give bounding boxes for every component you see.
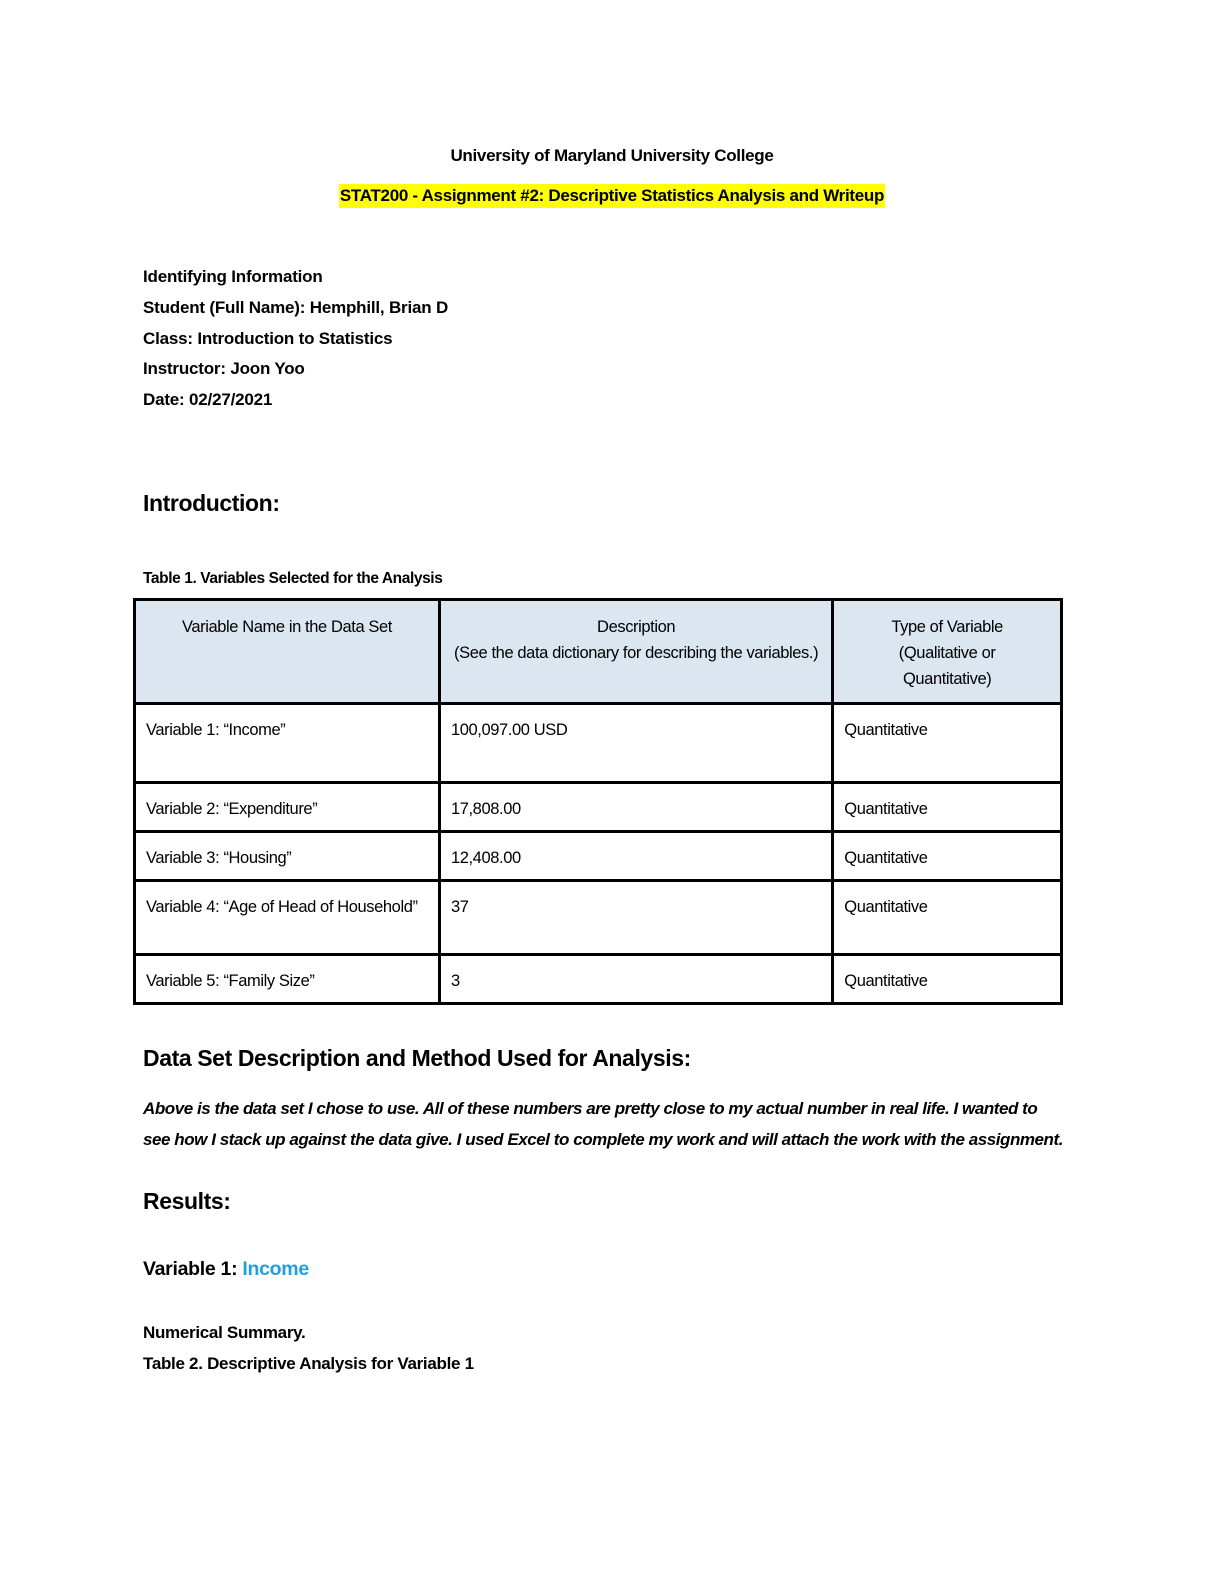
variable-name-cell: Variable 5: “Family Size” bbox=[135, 955, 440, 1004]
table-header-row bbox=[135, 600, 1062, 704]
variable-name-cell: Variable 3: “Housing” bbox=[135, 832, 440, 881]
column-subtitle: (See the data dictionary for describing the variables.) bbox=[454, 644, 819, 662]
column-header-type bbox=[833, 600, 1062, 704]
assignment-title bbox=[0, 186, 1224, 206]
assignment-title-highlight: STAT200 - Assignment #2: Descriptive Statistics Analysis and Writeup bbox=[339, 184, 885, 208]
institution-title bbox=[0, 146, 1224, 166]
table-row bbox=[135, 832, 1062, 881]
institution-text: University of Maryland University College bbox=[450, 146, 774, 165]
identifying-heading: Identifying Information bbox=[143, 267, 323, 286]
table1-caption: Table 1. Variables Selected for the Analysis bbox=[143, 570, 443, 587]
results-heading: Results: bbox=[143, 1188, 231, 1214]
variable-name: Income bbox=[242, 1258, 309, 1280]
table-row bbox=[135, 704, 1062, 783]
description-cell: 3 bbox=[439, 955, 832, 1004]
type-cell: Quantitative bbox=[833, 704, 1062, 783]
table-row bbox=[135, 955, 1062, 1004]
variable-name-cell: Variable 4: “Age of Head of Household” bbox=[135, 881, 440, 955]
column-title: Variable Name in the Data Set bbox=[181, 618, 392, 636]
column-header-variable-name bbox=[135, 600, 440, 704]
table-row bbox=[135, 881, 1062, 955]
identifying-information bbox=[143, 264, 448, 418]
variable-name-cell: Variable 1: “Income” bbox=[135, 704, 440, 783]
description-cell: 12,408.00 bbox=[439, 832, 832, 881]
column-title: Description bbox=[597, 618, 676, 636]
variable-1-heading bbox=[143, 1258, 309, 1281]
variable-name-cell: Variable 2: “Expenditure” bbox=[135, 783, 440, 832]
student-name: Student (Full Name): Hemphill, Brian D bbox=[143, 297, 449, 317]
description-cell: 17,808.00 bbox=[439, 783, 832, 832]
column-header-description bbox=[439, 600, 832, 704]
instructor-name: Instructor: Joon Yoo bbox=[143, 359, 305, 379]
variables-table bbox=[133, 598, 1063, 1005]
table2-caption: Table 2. Descriptive Analysis for Variable 1 bbox=[143, 1354, 474, 1373]
column-subtitle: (Qualitative or Quantitative) bbox=[898, 644, 996, 688]
type-cell: Quantitative bbox=[833, 832, 1062, 881]
introduction-heading: Introduction: bbox=[143, 490, 280, 516]
table-row bbox=[135, 783, 1062, 832]
type-cell: Quantitative bbox=[833, 783, 1062, 832]
type-cell: Quantitative bbox=[833, 881, 1062, 955]
date: Date: 02/27/2021 bbox=[143, 390, 273, 410]
description-cell: 37 bbox=[439, 881, 832, 955]
numerical-summary-label: Numerical Summary. bbox=[143, 1323, 306, 1342]
variable-label: Variable 1: bbox=[143, 1258, 238, 1280]
column-title: Type of Variable bbox=[891, 618, 1003, 636]
data-set-heading: Data Set Description and Method Used for Analysis: bbox=[143, 1045, 691, 1071]
description-cell: 100,097.00 USD bbox=[439, 704, 832, 783]
class-name: Class: Introduction to Statistics bbox=[143, 328, 393, 348]
data-set-paragraph: Above is the data set I chose to use. All of these numbers are pretty close to my actual number in real life. I wanted to see how I stack up against the data give. I used Excel to complete my work and will attach the work with the assignment. bbox=[143, 1099, 1063, 1149]
type-cell: Quantitative bbox=[833, 955, 1062, 1004]
